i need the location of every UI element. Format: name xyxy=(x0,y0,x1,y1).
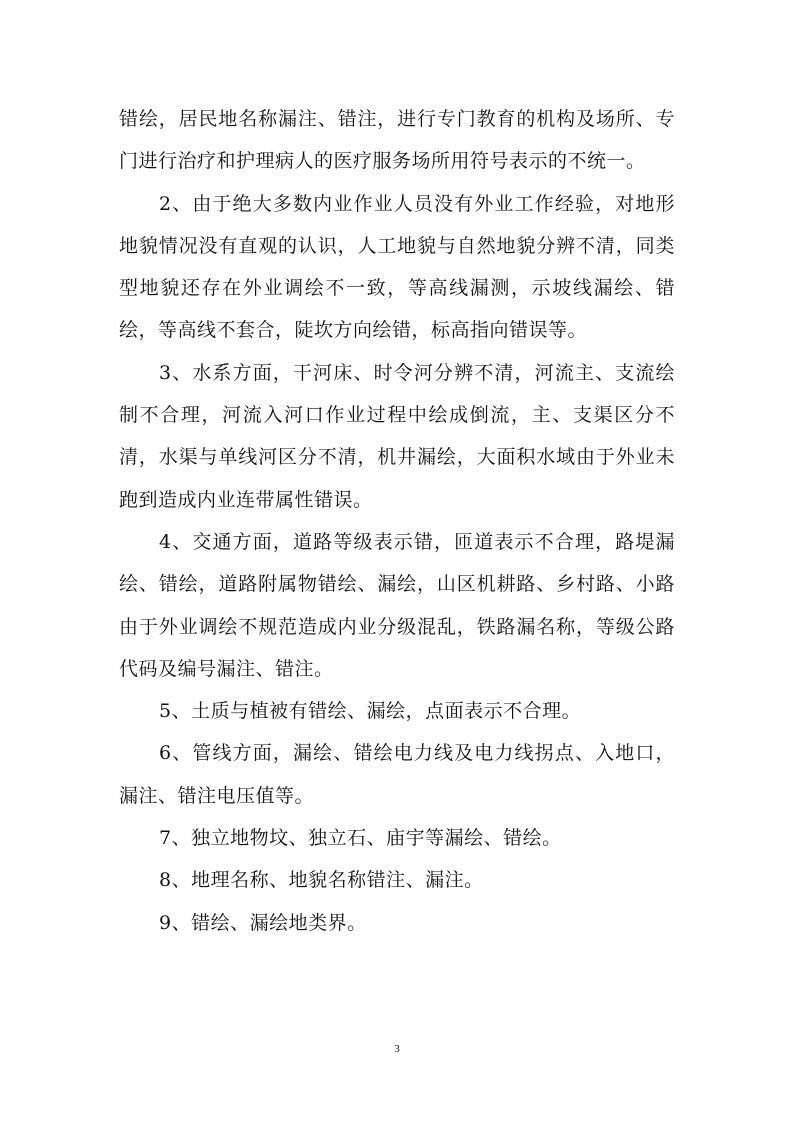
paragraph-item-8: 8、地理名称、地貌名称错注、漏注。 xyxy=(159,869,484,892)
paragraph-item-9: 9、错绘、漏绘地类界。 xyxy=(159,911,367,934)
paragraph-item-3: 3、水系方面，干河床、时令河分辨不清，河流主、支流绘制不合理，河流入河口作业过程中绘成倒流，主、支渠区分不清，水渠与单线河区分不清，机井漏绘，大面积水域由于外业未跑到造成内业连带属性错误。 xyxy=(119,361,675,511)
document-body xyxy=(119,98,675,944)
paragraph-item-5: 5、土质与植被有错绘、漏绘，点面表示不合理。 xyxy=(159,700,582,723)
paragraph-item-7: 7、独立地物坟、独立石、庙宇等漏绘、错绘。 xyxy=(159,827,562,850)
paragraph-continuation: 错绘，居民地名称漏注、错注，进行专门教育的机构及场所、专门进行治疗和护理病人的医疗服务场所用符号表示的不统一。 xyxy=(119,108,675,173)
paragraph-item-4: 4、交通方面，道路等级表示错，匝道表示不合理，路堤漏绘、错绘，道路附属物错绘、漏绘，山区机耕路、乡村路、小路由于外业调绘不规范造成内业分级混乱，铁路漏名称，等级公路代码及编号漏注、错注。 xyxy=(119,530,675,680)
page-number: 3 xyxy=(394,1043,400,1055)
paragraph-item-2: 2、由于绝大多数内业作业人员没有外业工作经验，对地形地貌情况没有直观的认识，人工地貌与自然地貌分辨不清，同类型地貌还存在外业调绘不一致，等高线漏测，示坡线漏绘、错绘，等高线不套合，陡坎方向绘错，标高指向错误等。 xyxy=(119,192,675,342)
paragraph-item-6: 6、管线方面，漏绘、错绘电力线及电力线拐点、入地口，漏注、错注电压值等。 xyxy=(119,742,675,807)
